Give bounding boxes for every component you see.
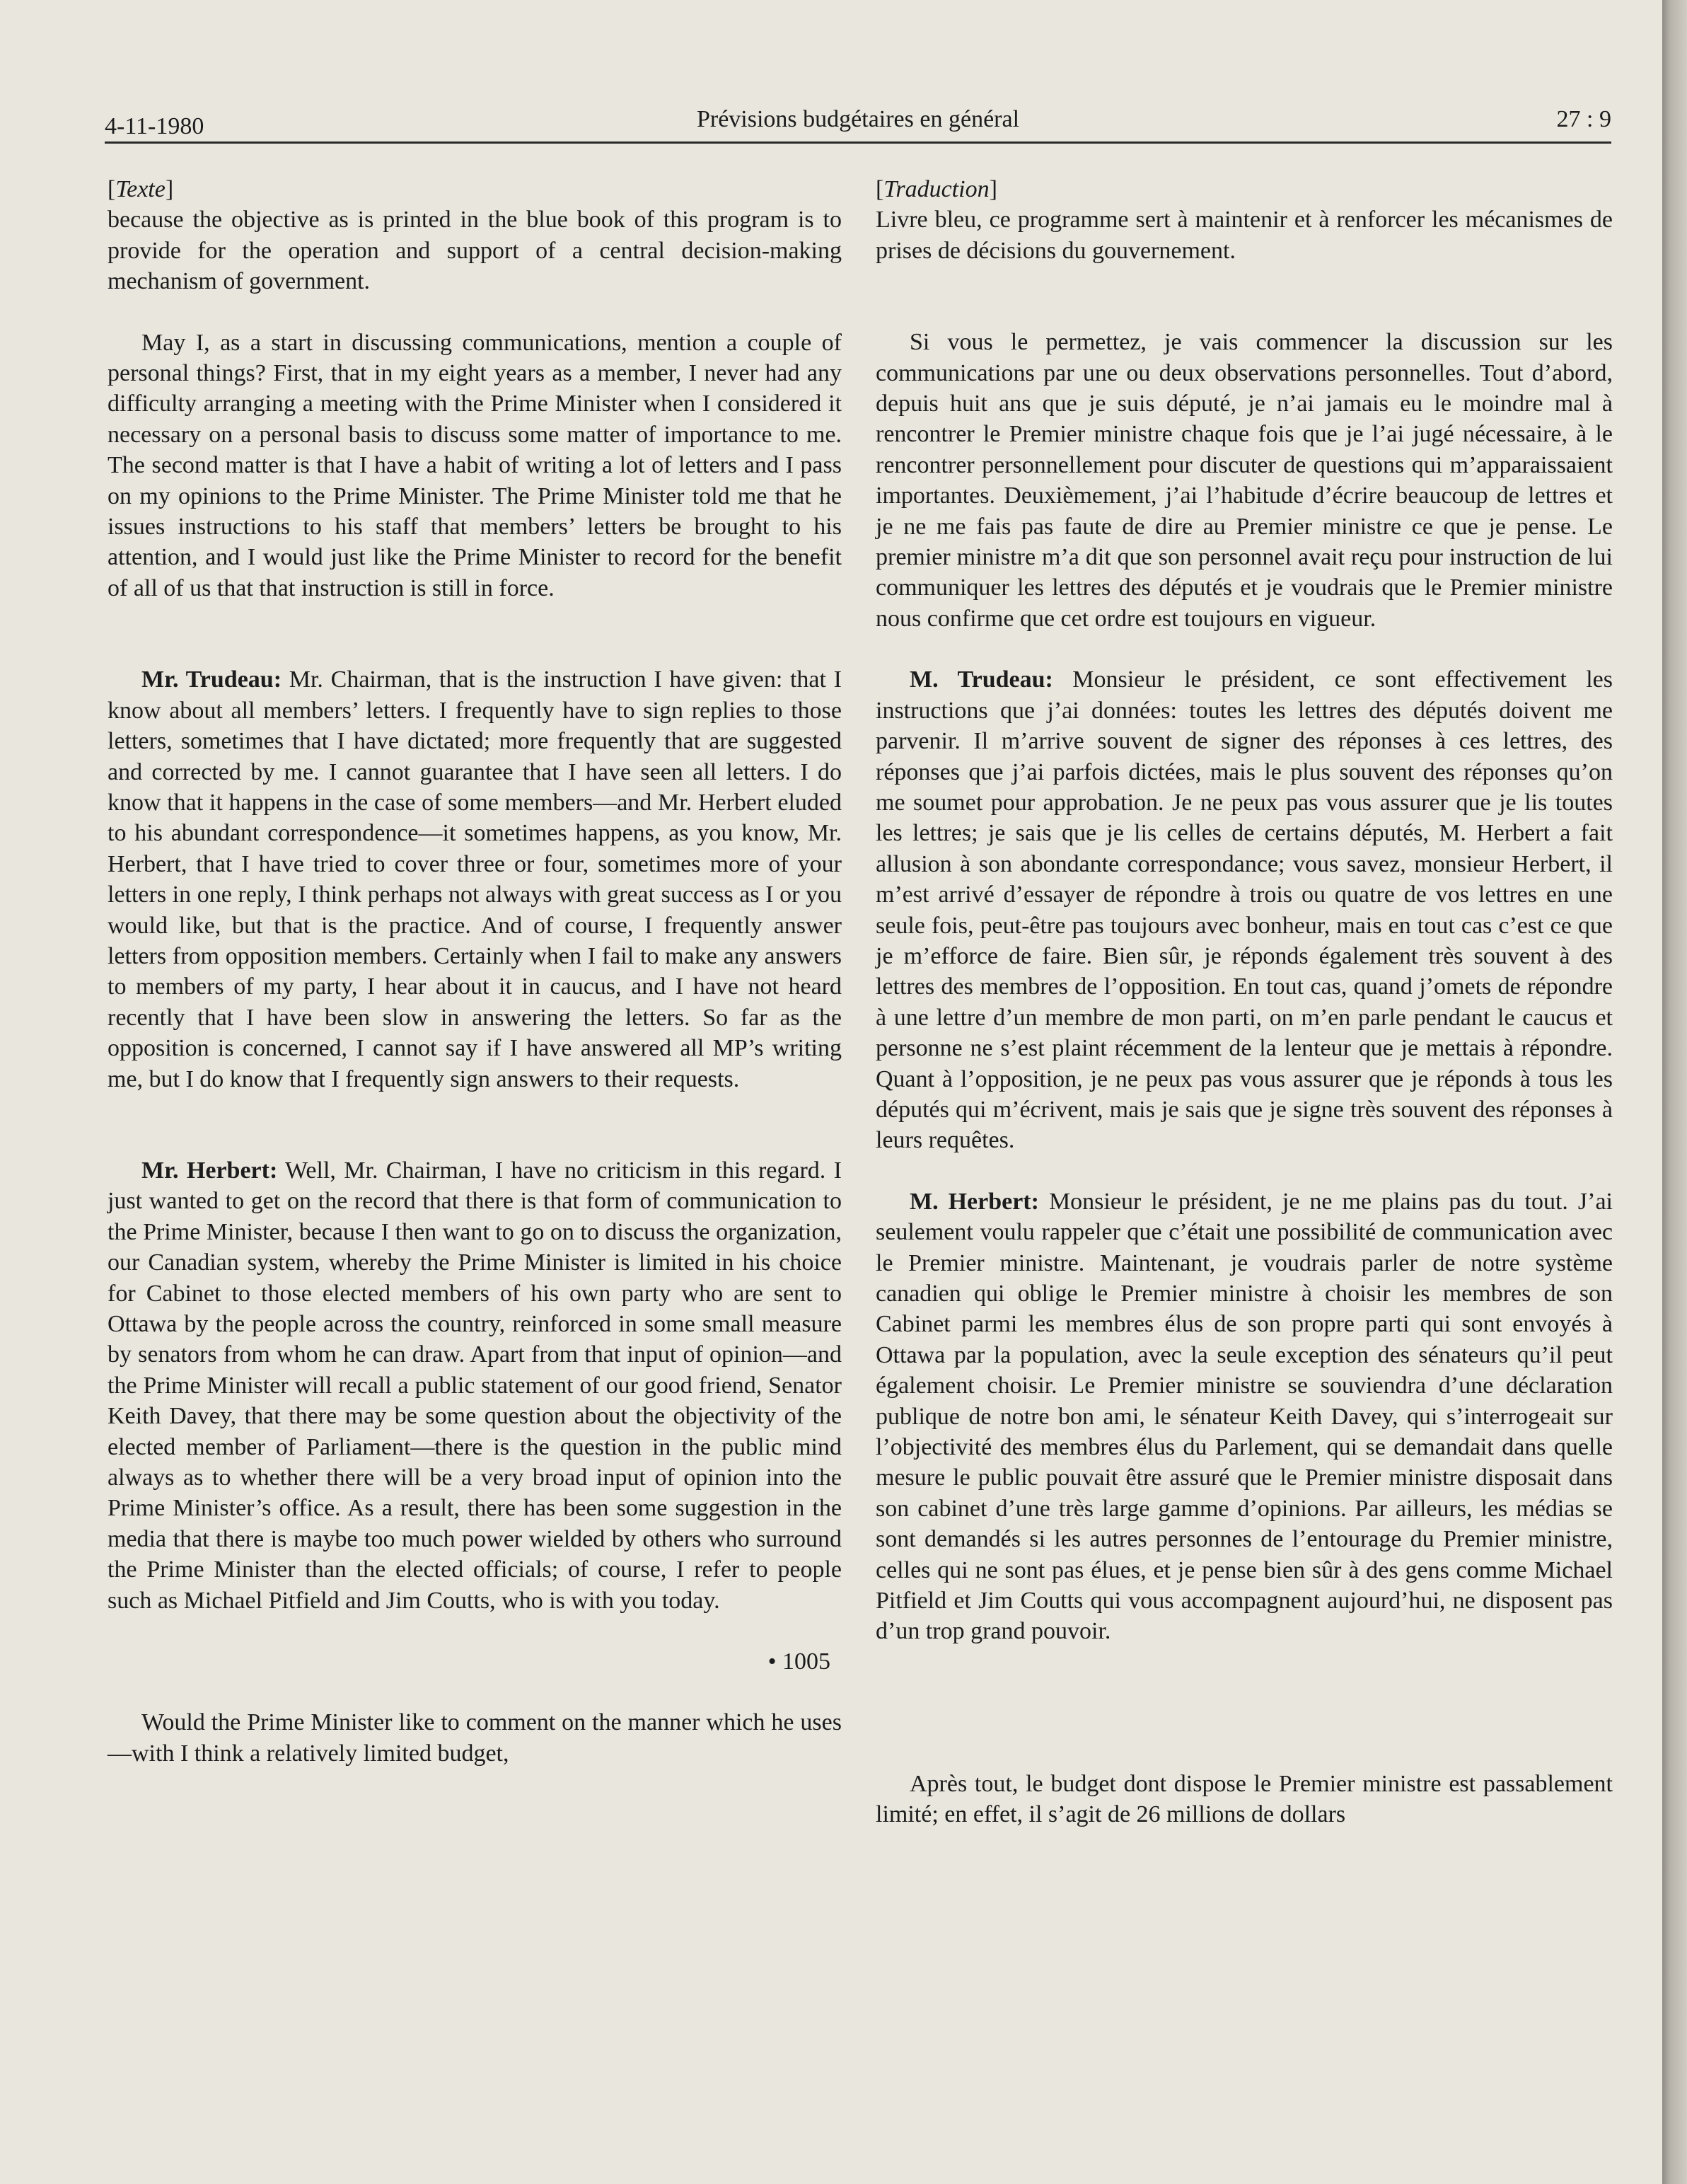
section-label-text: Texte <box>115 176 166 202</box>
page-header <box>105 98 1611 141</box>
speaker-paragraph <box>108 1155 842 1616</box>
paragraph-gap <box>876 1156 1613 1186</box>
english-column <box>108 174 842 1769</box>
paragraph-gap <box>876 266 1613 327</box>
paragraph-gap <box>108 603 842 664</box>
time-marker: • 1005 <box>767 1648 830 1675</box>
page-edge-shadow <box>1662 0 1687 2184</box>
paragraph-gap <box>876 1647 1613 1769</box>
speech-text: Monsieur le président, je ne me plains pas du tout. J’ai seulement voulu rappeler que c’était une possibilité de communication avec le Premier ministre. Maintenant, je voudrais parler de notre système canadien qui oblige le Premier ministre à choisir les membres de son Cabinet parmi les membres élus de son propre parti qui sont envoyés à Ottawa par la population, avec la seule exception des sénateurs qu’il peut également choisir. Le Premier ministre se souviendra d’une déclaration publique de notre bon ami, le sénateur Keith Davey, qui s’interrogeait sur l’objectivité des membres élus du Parlement, qui se demandait dans quelle mesure le public pouvait être assuré que le Premier ministre disposait dans son cabinet d’une très large gamme d’opinions. Par ailleurs, les médias se sont demandés si les autres personnes de l’entourage du Premier ministre, celles qui ne sont pas élues, et je pense bien sûr à des gens comme Michael Pitfield et Jim Coutts qui vous accompagnent aujourd’hui, ne disposent pas d’un trop grand pouvoir. <box>876 1188 1613 1645</box>
paragraph: Si vous le permettez, je vais commencer la discussion sur les communications par une ou deux observations personnelles. Tout d’abord, depuis huit ans que je suis député, je n’ai jamais eu le moindre mal à rencontrer le Premier ministre chaque fois que je l’ai jugé nécessaire, à le rencontrer personnellement pour discuter de questions qui m’apparaissaient importantes. Deuxièmement, j’ai l’habitude d’écrire beaucoup de lettres et je ne me fais pas faute de dire au Premier ministre ce que je pense. Le premier ministre m’a dit que son personnel avait reçu pour instruction de lui communiquer les lettres des députés et je voudrais que le Premier ministre nous confirme que cet ordre est toujours en vigueur. <box>876 329 1613 632</box>
section-label-traduction: [Traduction] <box>876 176 997 202</box>
header-title: Prévisions budgétaires en général <box>696 106 1020 132</box>
paragraph-gap <box>108 1616 842 1646</box>
paragraph: because the objective as is printed in the blue book of this program is to provide for the operation and support of a central decision-making mechanism of government. <box>108 207 842 295</box>
speaker-paragraph <box>108 664 842 1094</box>
header-date: 4-11-1980 <box>105 113 204 139</box>
speaker-name: M. Herbert: <box>910 1188 1039 1215</box>
speaker-name: Mr. Herbert: <box>141 1157 278 1184</box>
speaker-name: M. Trudeau: <box>910 666 1053 693</box>
paragraph-gap <box>108 1677 842 1707</box>
section-label-texte: [Texte] <box>108 176 174 202</box>
paragraph: Livre bleu, ce programme sert à maintenir et à renforcer les mécanismes de prises de décisions du gouvernement. <box>876 207 1613 264</box>
section-label-text: Traduction <box>883 176 990 202</box>
speech-text: Well, Mr. Chairman, I have no criticism in this regard. I just wanted to get on the record that there is that form of communication to the Prime Minister, because I then want to go on to discuss the organization, our Canadian system, whereby the Prime Minister is limited in his choice for Cabinet to those elected members of his own party who are sent to Ottawa by the people across the country, reinforced in some small measure by senators from whom he can draw. Apart from that input of opinion—and the Prime Minister will recall a public statement of our good friend, Senator Keith Davey, that there may be some question about the objectivity of the elected member of Parliament—there is the question in the public mind always as to whether there will be a very broad input of opinion into the Prime Minister’s office. As a result, there has been some suggestion in the media that there is maybe too much power wielded by others who surround the Prime Minister than the elected officials; of course, I refer to people such as Michael Pitfield and Jim Coutts, who is with you today. <box>108 1157 842 1614</box>
speech-text: Monsieur le président, ce sont effectivement les instructions que j’ai données: toutes les lettres des députés doivent me parvenir. Il m’arrive souvent de signer des réponses à ces lettres, des réponses que j’ai parfois dictées, mais le plus souvent des réponses qu’on me soumet pour approbation. Je ne peux pas vous assurer que je lis toutes les lettres; je sais que je lis celles de certains députés, M. Herbert a fait allusion à son abondante correspondance; vous savez, monsieur Herbert, il m’est arrivé d’essayer de répondre à trois ou quatre de vos lettres en une seule fois, peut-être pas toujours avec bonheur, mais en tout cas c’est ce que je m’efforce de faire. Bien sûr, je réponds également très souvent à des lettres des membres de l’opposition. En tout cas, quand j’omets de répondre à une lettre d’un membre de mon parti, on m’en parle pendant le caucus et personne ne s’est plaint récemment de la lenteur que je mettais à répondre. Quant à l’opposition, je ne peux pas vous assurer que je réponds à tous les députés qui m’écrivent, mais je sais que je signe très souvent des réponses à leurs requêtes. <box>876 666 1613 1154</box>
paragraph-gap <box>108 297 842 328</box>
speaker-name: Mr. Trudeau: <box>141 666 282 693</box>
paragraph-gap <box>108 1094 842 1155</box>
header-rule <box>105 141 1611 144</box>
paragraph: Après tout, le budget dont dispose le Premier ministre est passablement limité; en effet, il s’agit de 26 millions de dollars <box>876 1770 1613 1828</box>
speaker-paragraph <box>876 664 1613 1156</box>
header-page-number: 27 : 9 <box>1556 106 1611 132</box>
paragraph: Would the Prime Minister like to comment on the manner which he uses—with I think a relatively limited budget, <box>108 1709 842 1767</box>
speaker-paragraph <box>876 1186 1613 1647</box>
paragraph: May I, as a start in discussing communications, mention a couple of personal things? First, that in my eight years as a member, I never had any difficulty arranging a meeting with the Prime Minister when I considered it necessary on a personal basis to discuss some matter of importance to me. The second matter is that I have a habit of writing a lot of letters and I pass on my opinions to the Prime Minister. The Prime Minister told me that he issues instructions to his staff that members’ letters be brought to his attention, and I would just like the Prime Minister to record for the benefit of all of us that that instruction is still in force. <box>108 329 842 601</box>
speech-text: Mr. Chairman, that is the instruction I have given: that I know about all members’ letters. I frequently have to sign replies to those letters, sometimes that I have dictated; more frequently that are suggested and corrected by me. I cannot guarantee that I have seen all letters. I do know that it happens in the case of some members—and Mr. Herbert eluded to his abundant correspondence—it sometimes happens, as you know, Mr. Herbert, that I have tried to cover three or four, sometimes more of your letters in one reply, I think perhaps not always with great success as I or you would like, but that is the practice. And of course, I frequently answer letters from opposition members. Certainly when I fail to make any answers to members of my party, I hear about it in caucus, and I have not heard recently that I have been slow in answering the letters. So far as the opposition is concerned, I cannot say if I have answered all MP’s writing me, but I do know that I frequently sign answers to their requests. <box>108 666 842 1092</box>
french-column <box>876 174 1613 1830</box>
paragraph-gap <box>876 634 1613 664</box>
